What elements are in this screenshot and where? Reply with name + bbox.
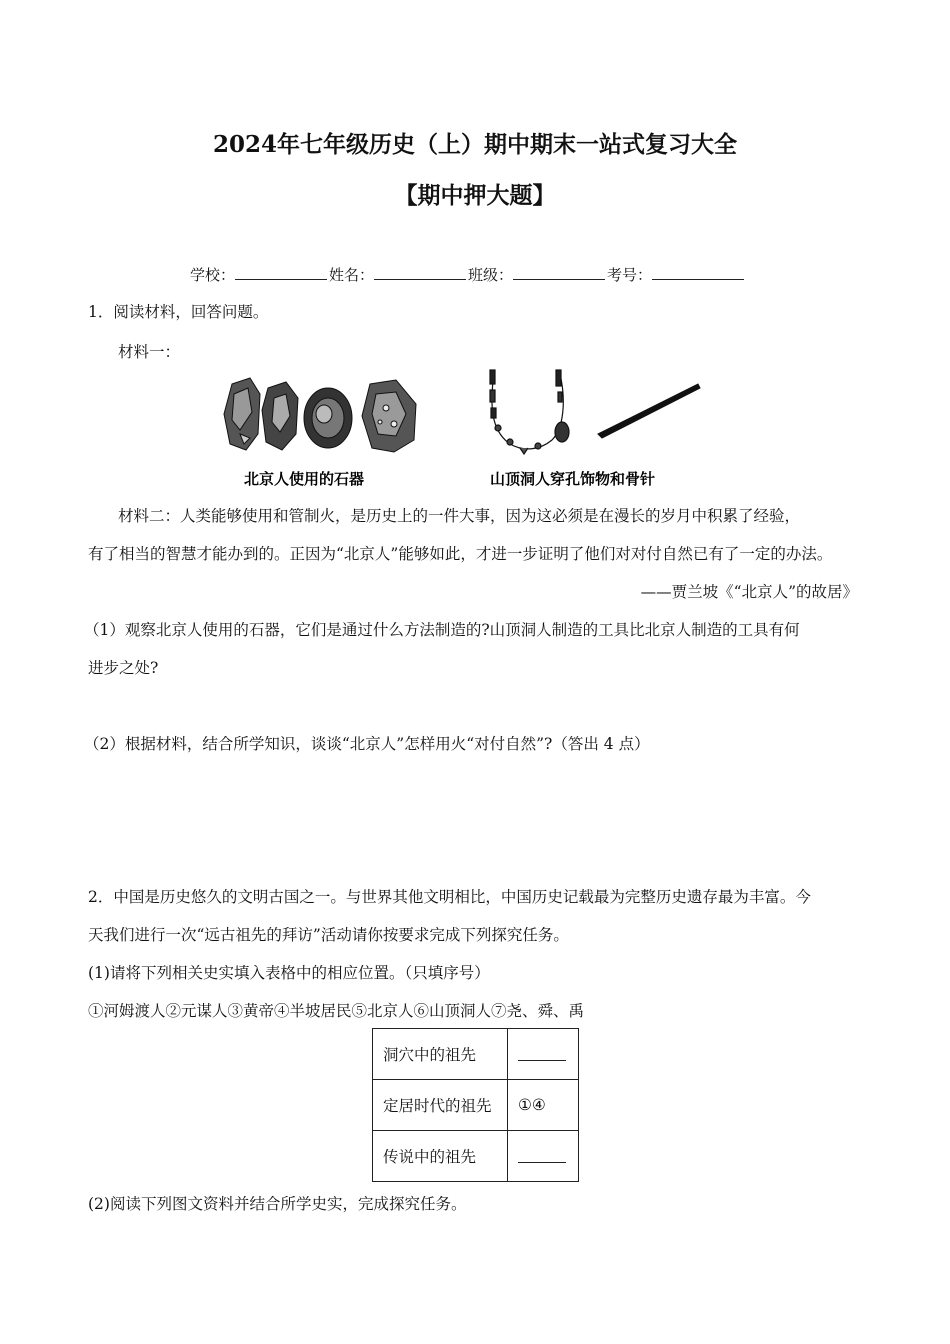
pierced-ornaments-necklace <box>490 370 569 454</box>
stone-tools-and-ornaments-illustration <box>220 364 720 492</box>
caption-ornaments-needle: 山顶洞人穿孔饰物和骨针 <box>490 470 656 488</box>
table-category-cell: 洞穴中的祖先 <box>373 1029 508 1080</box>
q2-intro-line2: 天我们进行一次“远古祖先的拜访”活动请你按要求完成下列探究任务。 <box>88 926 569 944</box>
q1-sub1-line2: 进步之处? <box>88 659 159 677</box>
exam-number-blank[interactable] <box>652 265 744 280</box>
table-row <box>373 1029 579 1080</box>
q2-sub2: (2)阅读下列图文资料并结合所学史实，完成探究任务。 <box>88 1195 467 1213</box>
caption-stone-tools: 北京人使用的石器 <box>244 470 365 488</box>
bone-needle <box>598 384 700 438</box>
table-category-cell: 传说中的祖先 <box>373 1131 508 1182</box>
q1-source: ——贾兰坡《“北京人”的故居》 <box>640 583 858 601</box>
q1-intro: 1．阅读材料，回答问题。 <box>88 303 269 321</box>
table-answer-cell: ①④ <box>508 1080 579 1131</box>
page-title: 2024年七年级历史（上）期中期末一站式复习大全 <box>212 131 737 158</box>
q1-sub1-line1: （1）观察北京人使用的石器，它们是通过什么方法制造的?山顶洞人制造的工具比北京人制造的工具有何 <box>84 621 800 639</box>
q2-intro-line1: 2．中国是历史悠久的文明古国之一。与世界其他文明相比，中国历史记载最为完整历史遗存最为丰富。今 <box>88 888 811 906</box>
answer-blank[interactable] <box>518 1146 566 1163</box>
page-subtitle: 【期中押大题】 <box>394 182 556 209</box>
table-answer-cell[interactable] <box>508 1131 579 1182</box>
ancestors-table <box>372 1028 579 1182</box>
q2-sub1: (1)请将下列相关史实填入表格中的相应位置。（只填序号） <box>88 964 490 982</box>
stone-tool-3 <box>304 388 352 448</box>
student-info-fields <box>190 264 746 285</box>
exam-number-label: 考号： <box>607 266 653 284</box>
stone-tool-4 <box>362 380 416 452</box>
q1-material1-label: 材料一： <box>118 343 181 361</box>
table-row <box>373 1131 579 1182</box>
class-blank[interactable] <box>513 265 605 280</box>
table-answer-cell[interactable] <box>508 1029 579 1080</box>
school-blank[interactable] <box>235 265 327 280</box>
school-label: 学校： <box>190 266 236 284</box>
q1-material2-line2: 有了相当的智慧才能办到的。正因为“北京人”能够如此，才进一步证明了他们对对付自然已有了一定的办法。 <box>88 545 833 563</box>
name-blank[interactable] <box>374 265 466 280</box>
answer-blank[interactable] <box>518 1044 566 1061</box>
class-label: 班级： <box>468 266 514 284</box>
name-label: 姓名： <box>329 266 375 284</box>
q2-options: ①河姆渡人②元谋人③黄帝④半坡居民⑤北京人⑥山顶洞人⑦尧、舜、禹 <box>88 1002 585 1020</box>
q1-sub2: （2）根据材料，结合所学知识，谈谈“北京人”怎样用火“对付自然”?（答出 4 点） <box>84 735 650 753</box>
table-category-cell: 定居时代的祖先 <box>373 1080 508 1131</box>
q1-material2-line1: 材料二：人类能够使用和管制火，是历史上的一件大事，因为这必须是在漫长的岁月中积累了经验， <box>118 507 801 525</box>
material1-figure <box>220 364 720 492</box>
stone-tool-2 <box>262 382 298 450</box>
stone-tool-1 <box>224 378 260 450</box>
table-row <box>373 1080 579 1131</box>
